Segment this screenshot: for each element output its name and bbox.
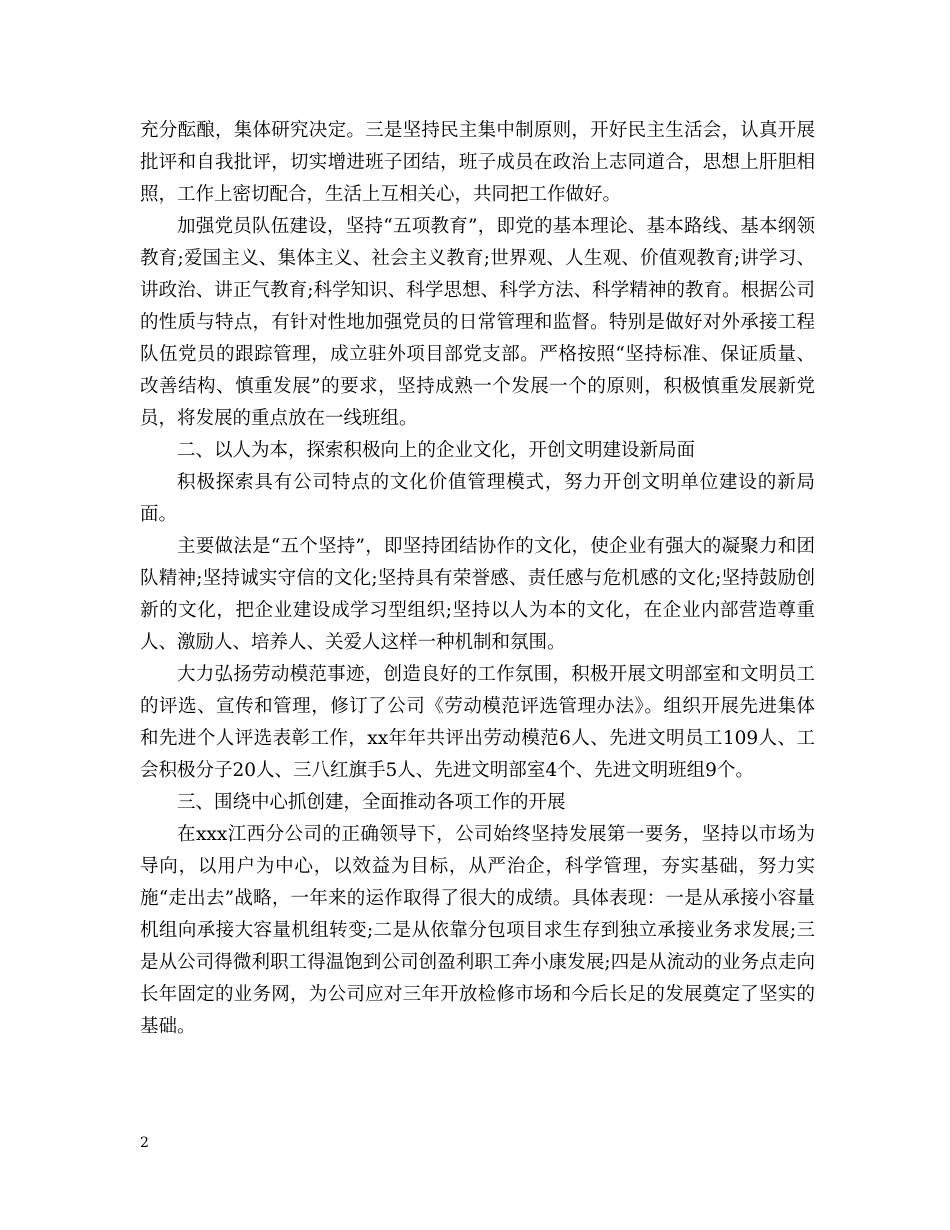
page-number: 2 <box>140 1135 149 1151</box>
document-body <box>140 115 815 1043</box>
paragraph-labor-models: 大力弘扬劳动模范事迹，创造良好的工作氛围，积极开展文明部室和文明员工的评选、宣传和管理，修订了公司《劳动模范评选管理办法》。组织开展先进集体和先进个人评选表彰工作，xx年年共评出劳动模范6人、先进文明员工109人、工会积极分子20人、三八红旗手5人、先进文明部室4个、先进文明班组9个。 <box>140 664 815 781</box>
section-heading-3: 三、围绕中心抓创建，全面推动各项工作的开展 <box>177 792 566 813</box>
paragraph-culture-model: 积极探索具有公司特点的文化价值管理模式，努力开创文明单位建设的新局面。 <box>140 472 815 525</box>
paragraph-development-achievements: 在xxx江西分公司的正确领导下，公司始终坚持发展第一要务，坚持以市场为导向，以用户为中心，以效益为目标，从严治企，科学管理，夯实基础，努力实施“走出去”战略，一年来的运作取得了很大的成绩。具体表现：一是从承接小容量机组向承接大容量机组转变;二是从依靠分包项目求生存到独立承接业务求发展;三是从公司得微利职工得温饱到公司创盈利职工奔小康发展;四是从流动的业务点走向长年固定的业务网，为公司应对三年开放检修市场和今后长足的发展奠定了坚实的基础。 <box>140 824 815 1037</box>
paragraph-five-persistences: 主要做法是“五个坚持”，即坚持团结协作的文化，使企业有强大的凝聚力和团队精神;坚持诚实守信的文化;坚持具有荣誉感、责任感与危机感的文化;坚持鼓励创新的文化，把企业建设成学习型组织;坚持以人为本的文化，在企业内部营造尊重人、激励人、培养人、关爱人这样一种机制和氛围。 <box>140 536 815 653</box>
section-heading-2: 二、以人为本，探索积极向上的企业文化，开创文明建设新局面 <box>177 440 696 461</box>
paragraph-continuation: 充分酝酿，集体研究决定。三是坚持民主集中制原则，开好民主生活会，认真开展批评和自我批评，切实增进班子团结，班子成员在政治上志同道合，思想上肝胆相照，工作上密切配合，生活上互相关心，共同把工作做好。 <box>140 120 815 205</box>
paragraph-party-member-building: 加强党员队伍建设，坚持“五项教育”，即党的基本理论、基本路线、基本纲领教育;爱国主义、集体主义、社会主义教育;世界观、人生观、价值观教育;讲学习、讲政治、讲正气教育;科学知识、科学思想、科学方法、科学精神的教育。根据公司的性质与特点，有针对性地加强党员的日常管理和监督。特别是做好对外承接工程队伍党员的跟踪管理，成立驻外项目部党支部。严格按照“坚持标准、保证质量、改善结构、慎重发展”的要求，坚持成熟一个发展一个的原则，积极慎重发展新党员，将发展的重点放在一线班组。 <box>140 216 815 429</box>
